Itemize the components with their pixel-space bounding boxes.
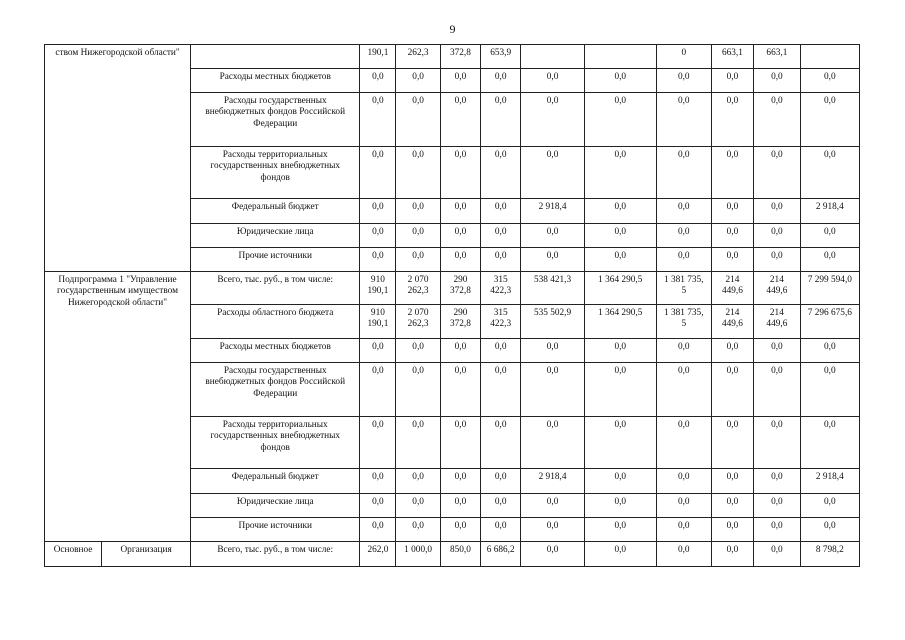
value-cell: 372,8 bbox=[440, 45, 480, 69]
value-cell: 0,0 bbox=[754, 417, 801, 469]
value-cell: 0,0 bbox=[481, 417, 521, 469]
value-cell: 8 798,2 bbox=[800, 542, 859, 567]
value-cell: 0,0 bbox=[481, 518, 521, 542]
value-cell: 0,0 bbox=[521, 224, 585, 248]
value-cell: 0,0 bbox=[711, 469, 753, 494]
value-cell: 2 918,4 bbox=[521, 199, 585, 224]
value-cell: 0,0 bbox=[440, 417, 480, 469]
value-cell: 0,0 bbox=[656, 147, 711, 199]
value-cell: 0,0 bbox=[521, 339, 585, 363]
value-cell: 0,0 bbox=[754, 147, 801, 199]
value-cell: 0,0 bbox=[754, 542, 801, 567]
value-cell: 290 372,8 bbox=[440, 272, 480, 305]
value-cell: 0,0 bbox=[711, 69, 753, 93]
table-row bbox=[45, 542, 860, 567]
value-cell: 0,0 bbox=[360, 147, 396, 199]
value-cell: 0,0 bbox=[481, 248, 521, 272]
value-cell: 0,0 bbox=[521, 542, 585, 567]
value-cell: 0,0 bbox=[360, 363, 396, 417]
value-cell: 0,0 bbox=[396, 518, 440, 542]
value-cell: 190,1 bbox=[360, 45, 396, 69]
source-label: Расходы местных бюджетов bbox=[191, 69, 360, 93]
value-cell: 0,0 bbox=[656, 363, 711, 417]
value-cell: 0,0 bbox=[754, 494, 801, 518]
value-cell: 0,0 bbox=[521, 494, 585, 518]
value-cell: 0,0 bbox=[754, 363, 801, 417]
value-cell: 0,0 bbox=[360, 469, 396, 494]
table-row bbox=[45, 45, 860, 69]
value-cell: 0,0 bbox=[800, 248, 859, 272]
value-cell: 0,0 bbox=[440, 363, 480, 417]
value-cell: 0,0 bbox=[656, 199, 711, 224]
value-cell bbox=[521, 45, 585, 69]
value-cell: 0,0 bbox=[754, 93, 801, 147]
value-cell: 0,0 bbox=[440, 518, 480, 542]
value-cell: 1 381 735, 5 bbox=[656, 272, 711, 305]
value-cell: 0,0 bbox=[481, 339, 521, 363]
value-cell: 0,0 bbox=[360, 69, 396, 93]
value-cell: 0,0 bbox=[711, 542, 753, 567]
value-cell: 0,0 bbox=[800, 69, 859, 93]
source-label: Федеральный бюджет bbox=[191, 199, 360, 224]
value-cell: 0,0 bbox=[800, 339, 859, 363]
value-cell: 0,0 bbox=[800, 147, 859, 199]
value-cell: 0,0 bbox=[481, 469, 521, 494]
value-cell: 0,0 bbox=[800, 494, 859, 518]
main-activity-cell: Основное bbox=[45, 542, 102, 567]
source-label: Расходы территориальных государственных внебюджетных фондов bbox=[191, 417, 360, 469]
value-cell: 0,0 bbox=[396, 363, 440, 417]
value-cell: 0,0 bbox=[711, 494, 753, 518]
value-cell: 214 449,6 bbox=[711, 305, 753, 339]
value-cell: 0,0 bbox=[396, 224, 440, 248]
value-cell: 0,0 bbox=[584, 363, 656, 417]
value-cell: 0,0 bbox=[440, 69, 480, 93]
value-cell: 0,0 bbox=[656, 494, 711, 518]
value-cell: 0,0 bbox=[711, 339, 753, 363]
value-cell: 0,0 bbox=[396, 248, 440, 272]
value-cell: 0,0 bbox=[656, 518, 711, 542]
value-cell: 1 364 290,5 bbox=[584, 305, 656, 339]
value-cell: 850,0 bbox=[440, 542, 480, 567]
value-cell: 0,0 bbox=[711, 417, 753, 469]
value-cell: 1 381 735, 5 bbox=[656, 305, 711, 339]
value-cell: 910 190,1 bbox=[360, 305, 396, 339]
value-cell: 262,3 bbox=[396, 45, 440, 69]
value-cell: 0,0 bbox=[584, 494, 656, 518]
value-cell: 0,0 bbox=[440, 93, 480, 147]
value-cell: 0,0 bbox=[481, 494, 521, 518]
value-cell: 538 421,3 bbox=[521, 272, 585, 305]
value-cell: 0,0 bbox=[656, 224, 711, 248]
value-cell: 0,0 bbox=[584, 542, 656, 567]
value-cell: 0,0 bbox=[800, 417, 859, 469]
value-cell: 2 070 262,3 bbox=[396, 272, 440, 305]
value-cell: 0,0 bbox=[521, 248, 585, 272]
program-name-cell: ством Нижегородской области" bbox=[45, 45, 191, 272]
value-cell: 663,1 bbox=[711, 45, 753, 69]
value-cell: 0,0 bbox=[800, 93, 859, 147]
value-cell: 0,0 bbox=[800, 518, 859, 542]
value-cell: 0,0 bbox=[584, 339, 656, 363]
value-cell: 0,0 bbox=[521, 518, 585, 542]
value-cell: 0,0 bbox=[360, 339, 396, 363]
table-row bbox=[45, 272, 860, 305]
value-cell: 0,0 bbox=[584, 518, 656, 542]
source-label: Прочие источники bbox=[191, 248, 360, 272]
value-cell: 0,0 bbox=[360, 224, 396, 248]
value-cell: 0,0 bbox=[396, 93, 440, 147]
budget-table bbox=[44, 44, 860, 567]
source-label: Всего, тыс. руб., в том числе: bbox=[191, 542, 360, 567]
value-cell: 0,0 bbox=[481, 199, 521, 224]
value-cell: 0,0 bbox=[360, 93, 396, 147]
source-label: Всего, тыс. руб., в том числе: bbox=[191, 272, 360, 305]
value-cell: 0,0 bbox=[481, 93, 521, 147]
value-cell: 0,0 bbox=[711, 147, 753, 199]
value-cell: 0,0 bbox=[584, 224, 656, 248]
value-cell bbox=[800, 45, 859, 69]
value-cell: 0,0 bbox=[656, 69, 711, 93]
value-cell: 0,0 bbox=[440, 199, 480, 224]
value-cell: 0,0 bbox=[584, 469, 656, 494]
value-cell: 315 422,3 bbox=[481, 305, 521, 339]
value-cell: 214 449,6 bbox=[754, 305, 801, 339]
value-cell: 0,0 bbox=[754, 469, 801, 494]
source-label: Расходы областного бюджета bbox=[191, 305, 360, 339]
value-cell: 0,0 bbox=[754, 518, 801, 542]
value-cell: 0,0 bbox=[754, 69, 801, 93]
value-cell: 262,0 bbox=[360, 542, 396, 567]
value-cell: 0,0 bbox=[754, 199, 801, 224]
value-cell: 0,0 bbox=[656, 417, 711, 469]
value-cell: 0,0 bbox=[396, 417, 440, 469]
value-cell: 315 422,3 bbox=[481, 272, 521, 305]
value-cell: 0,0 bbox=[440, 469, 480, 494]
value-cell: 0,0 bbox=[481, 147, 521, 199]
value-cell: 214 449,6 bbox=[711, 272, 753, 305]
value-cell: 0 bbox=[656, 45, 711, 69]
value-cell: 0,0 bbox=[656, 93, 711, 147]
value-cell: 1 364 290,5 bbox=[584, 272, 656, 305]
value-cell: 0,0 bbox=[711, 224, 753, 248]
value-cell: 0,0 bbox=[521, 363, 585, 417]
value-cell: 0,0 bbox=[656, 339, 711, 363]
value-cell: 0,0 bbox=[711, 199, 753, 224]
value-cell: 0,0 bbox=[396, 147, 440, 199]
value-cell: 0,0 bbox=[481, 224, 521, 248]
value-cell: 0,0 bbox=[656, 248, 711, 272]
value-cell: 0,0 bbox=[396, 469, 440, 494]
value-cell: 663,1 bbox=[754, 45, 801, 69]
value-cell: 0,0 bbox=[360, 417, 396, 469]
value-cell: 0,0 bbox=[396, 494, 440, 518]
value-cell: 0,0 bbox=[481, 363, 521, 417]
source-label: Расходы территориальных государственных внебюджетных фондов bbox=[191, 147, 360, 199]
value-cell: 0,0 bbox=[396, 69, 440, 93]
source-label: Расходы государственных внебюджетных фондов Российской Федерации bbox=[191, 363, 360, 417]
value-cell: 0,0 bbox=[711, 363, 753, 417]
value-cell: 290 372,8 bbox=[440, 305, 480, 339]
source-label: Федеральный бюджет bbox=[191, 469, 360, 494]
value-cell: 0,0 bbox=[521, 93, 585, 147]
value-cell: 0,0 bbox=[584, 199, 656, 224]
value-cell: 0,0 bbox=[360, 518, 396, 542]
value-cell: 0,0 bbox=[440, 224, 480, 248]
value-cell: 1 000,0 bbox=[396, 542, 440, 567]
value-cell: 535 502,9 bbox=[521, 305, 585, 339]
source-label: Прочие источники bbox=[191, 518, 360, 542]
value-cell: 0,0 bbox=[711, 518, 753, 542]
value-cell: 0,0 bbox=[711, 248, 753, 272]
value-cell: 2 918,4 bbox=[800, 469, 859, 494]
value-cell: 214 449,6 bbox=[754, 272, 801, 305]
value-cell: 2 918,4 bbox=[800, 199, 859, 224]
page-number: 9 bbox=[449, 22, 456, 36]
value-cell: 0,0 bbox=[440, 494, 480, 518]
value-cell: 0,0 bbox=[754, 248, 801, 272]
value-cell: 0,0 bbox=[711, 93, 753, 147]
value-cell: 0,0 bbox=[360, 248, 396, 272]
value-cell: 2 070 262,3 bbox=[396, 305, 440, 339]
value-cell: 0,0 bbox=[440, 147, 480, 199]
organization-cell: Организация bbox=[102, 542, 191, 567]
source-label: Юридические лица bbox=[191, 494, 360, 518]
value-cell: 0,0 bbox=[396, 199, 440, 224]
value-cell: 910 190,1 bbox=[360, 272, 396, 305]
value-cell: 0,0 bbox=[584, 147, 656, 199]
value-cell: 0,0 bbox=[360, 494, 396, 518]
value-cell: 6 686,2 bbox=[481, 542, 521, 567]
value-cell: 0,0 bbox=[754, 339, 801, 363]
value-cell: 0,0 bbox=[521, 69, 585, 93]
subprogram-name-cell: Подпрограмма 1 "Управление государственным имуществом Нижегородской области" bbox=[45, 272, 191, 542]
value-cell: 0,0 bbox=[360, 199, 396, 224]
value-cell: 0,0 bbox=[656, 542, 711, 567]
value-cell: 0,0 bbox=[800, 224, 859, 248]
source-label: Расходы местных бюджетов bbox=[191, 339, 360, 363]
value-cell: 0,0 bbox=[584, 248, 656, 272]
source-label: Юридические лица bbox=[191, 224, 360, 248]
value-cell: 0,0 bbox=[481, 69, 521, 93]
source-label: Расходы государственных внебюджетных фондов Российской Федерации bbox=[191, 93, 360, 147]
value-cell bbox=[584, 45, 656, 69]
value-cell: 653,9 bbox=[481, 45, 521, 69]
value-cell: 0,0 bbox=[800, 363, 859, 417]
value-cell: 0,0 bbox=[396, 339, 440, 363]
source-label bbox=[191, 45, 360, 69]
value-cell: 2 918,4 bbox=[521, 469, 585, 494]
value-cell: 7 299 594,0 bbox=[800, 272, 859, 305]
value-cell: 0,0 bbox=[440, 339, 480, 363]
value-cell: 0,0 bbox=[656, 469, 711, 494]
value-cell: 0,0 bbox=[521, 147, 585, 199]
value-cell: 0,0 bbox=[440, 248, 480, 272]
value-cell: 0,0 bbox=[754, 224, 801, 248]
value-cell: 0,0 bbox=[584, 69, 656, 93]
value-cell: 7 296 675,6 bbox=[800, 305, 859, 339]
value-cell: 0,0 bbox=[584, 93, 656, 147]
value-cell: 0,0 bbox=[521, 417, 585, 469]
value-cell: 0,0 bbox=[584, 417, 656, 469]
